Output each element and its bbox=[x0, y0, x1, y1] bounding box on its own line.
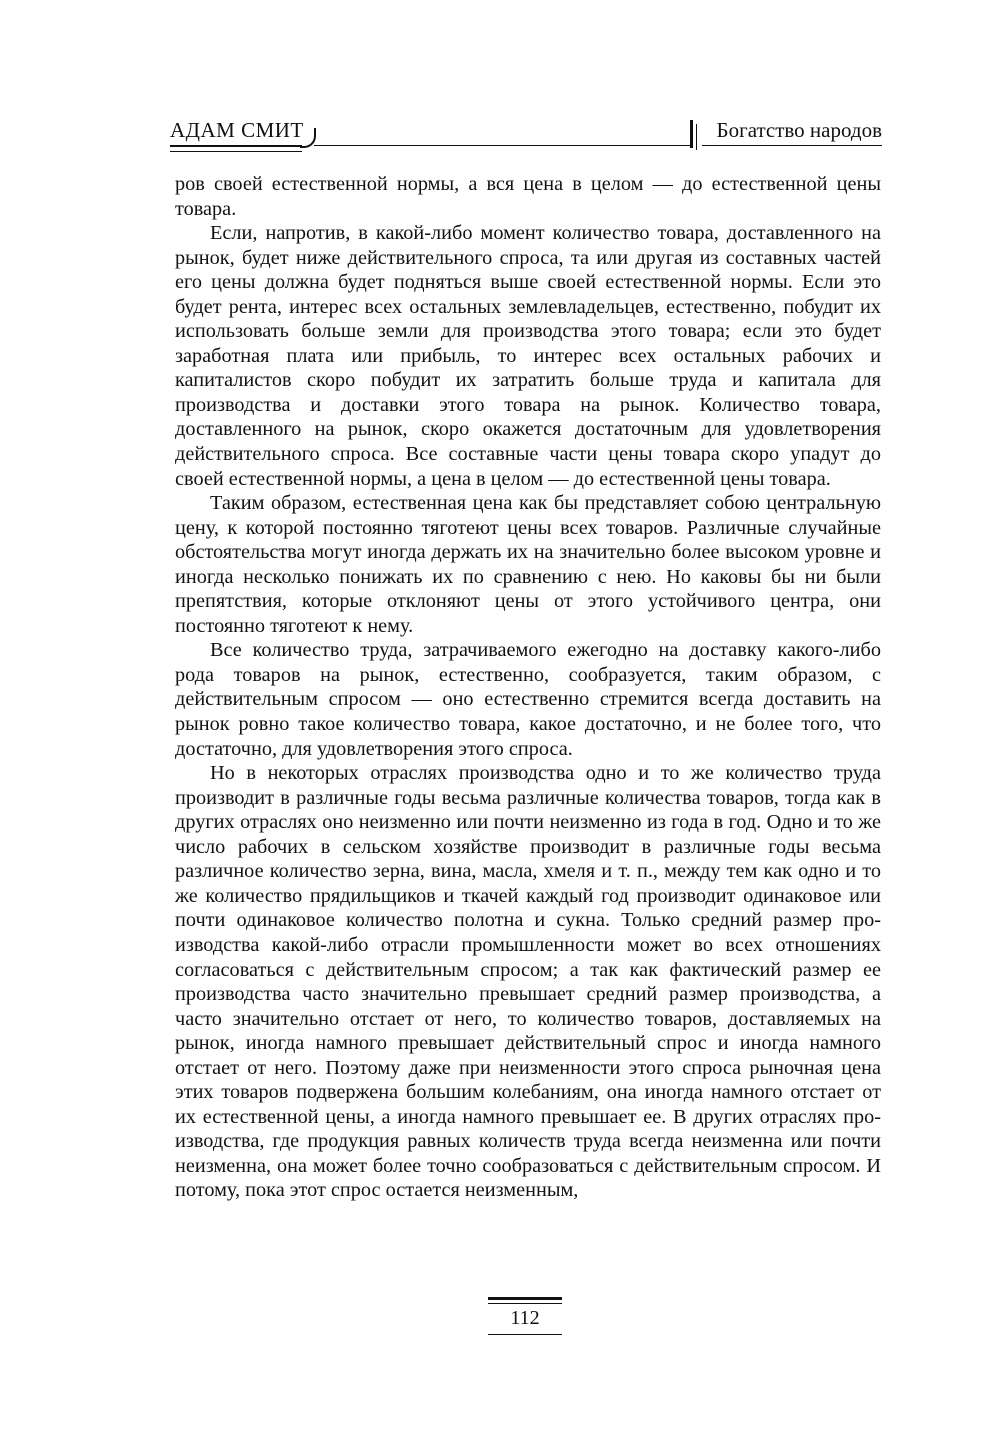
header-rule-left bbox=[170, 145, 302, 147]
page-folio bbox=[488, 1297, 562, 1341]
paragraph: Но в некоторых отраслях производства одно и то же количество труда производит в различные годы весьма различные количества товаров, тогда как в других отраслях оно неизменно или почти неизменно из года в год. Одно и то же число рабочих в сельском хозяйстве производит в различные годы весьма различное количество зерна, вина, масла, хмеля и т. п., между тем как одно и то же количество прядильщиков и ткачей каждый год производит одинаковое или почти одинаковое количество полотна и сукна. Только средний размер производства какой-либо отрасли промышленности может во всех отношениях согласоваться с действительным спросом; а так как фактический размер ее производства часто значительно превышает средний размер производства, а часто значительно отстает от него, то количество товаров, доставляемых на рынок, иногда намного превышает действительный спрос и иногда намного отстает от него. Поэтому даже при неизменности этого спроса рыночная цена этих товаров подвержена большим колебаниям, она иногда намного отстает от их естественной цены, а иногда намного превышает ее. В других отраслях производства, где продукция равных количеств труда всегда неизменна или почти неизменна, она может более точно сообразоваться с действительным спросом. И потому, пока этот спрос остается неизменным, bbox=[175, 762, 881, 1202]
folio-rule-top-thin bbox=[488, 1303, 562, 1304]
header-divider-bar bbox=[690, 120, 693, 148]
header-rule-left-thin bbox=[170, 151, 302, 152]
header-rule-middle bbox=[314, 145, 692, 146]
header-rule-right bbox=[702, 145, 882, 146]
running-header bbox=[170, 120, 882, 152]
paragraph: Если, напротив, в какой-либо момент количество товара, доставленного на рынок, будет ниже действительного спроса, та или другая из составных частей его цены должна будет подняться выше своей естественной нормы. Если это будет рента, интерес всех остальных землевладельцев, естественно, побудит их использовать больше земли для производства этого товара; если это будет заработная плата или прибыль, то интерес всех остальных рабочих и капиталистов скоро побудит их затратить больше труда и капитала для производства и доставки этого товара на рынок. Количество товара, доставленного на рынок, скоро окажется достаточным для удовлетворения действительного спроса. Все составные части цены товара скоро упадут до своей естественной нормы, а цена в целом — до естественной цены товара. bbox=[175, 222, 881, 490]
folio-rule-top bbox=[488, 1297, 562, 1300]
header-book-title: Богатство народов bbox=[716, 118, 882, 142]
page-number: 112 bbox=[510, 1307, 540, 1329]
paragraph: Все количество труда, затрачиваемого ежегодно на доставку какого-либо рода товаров на рынок, естественно, сообразуется, таким образом, с действительным спросом — оно естественно стремится всегда доставить на рынок ровно такое количество товара, какое достаточно, и не более того, что достаточно, для удовлетворения этого спроса. bbox=[175, 639, 881, 760]
paragraph-continued: ров своей естественной нормы, а вся цена в целом — до естественной цены товара. bbox=[175, 173, 881, 220]
paragraph: Таким образом, естественная цена как бы представляет собою центральную цену, к которой постоянно тяготеют цены всех товаров. Различные случайные обстоятельства могут иногда держать их на значительно более высоком уровне и иногда несколько понижать их по сравнению с нею. Но каковы бы ни были препятствия, которые отклоняют цены от этого устойчивого центра, они постоянно тяготеют к нему. bbox=[175, 492, 881, 637]
header-divider-bar-thin bbox=[696, 124, 697, 150]
header-author: АДАМ СМИТ bbox=[170, 118, 304, 142]
body-text bbox=[175, 172, 881, 1203]
folio-rule-bottom bbox=[488, 1334, 562, 1335]
